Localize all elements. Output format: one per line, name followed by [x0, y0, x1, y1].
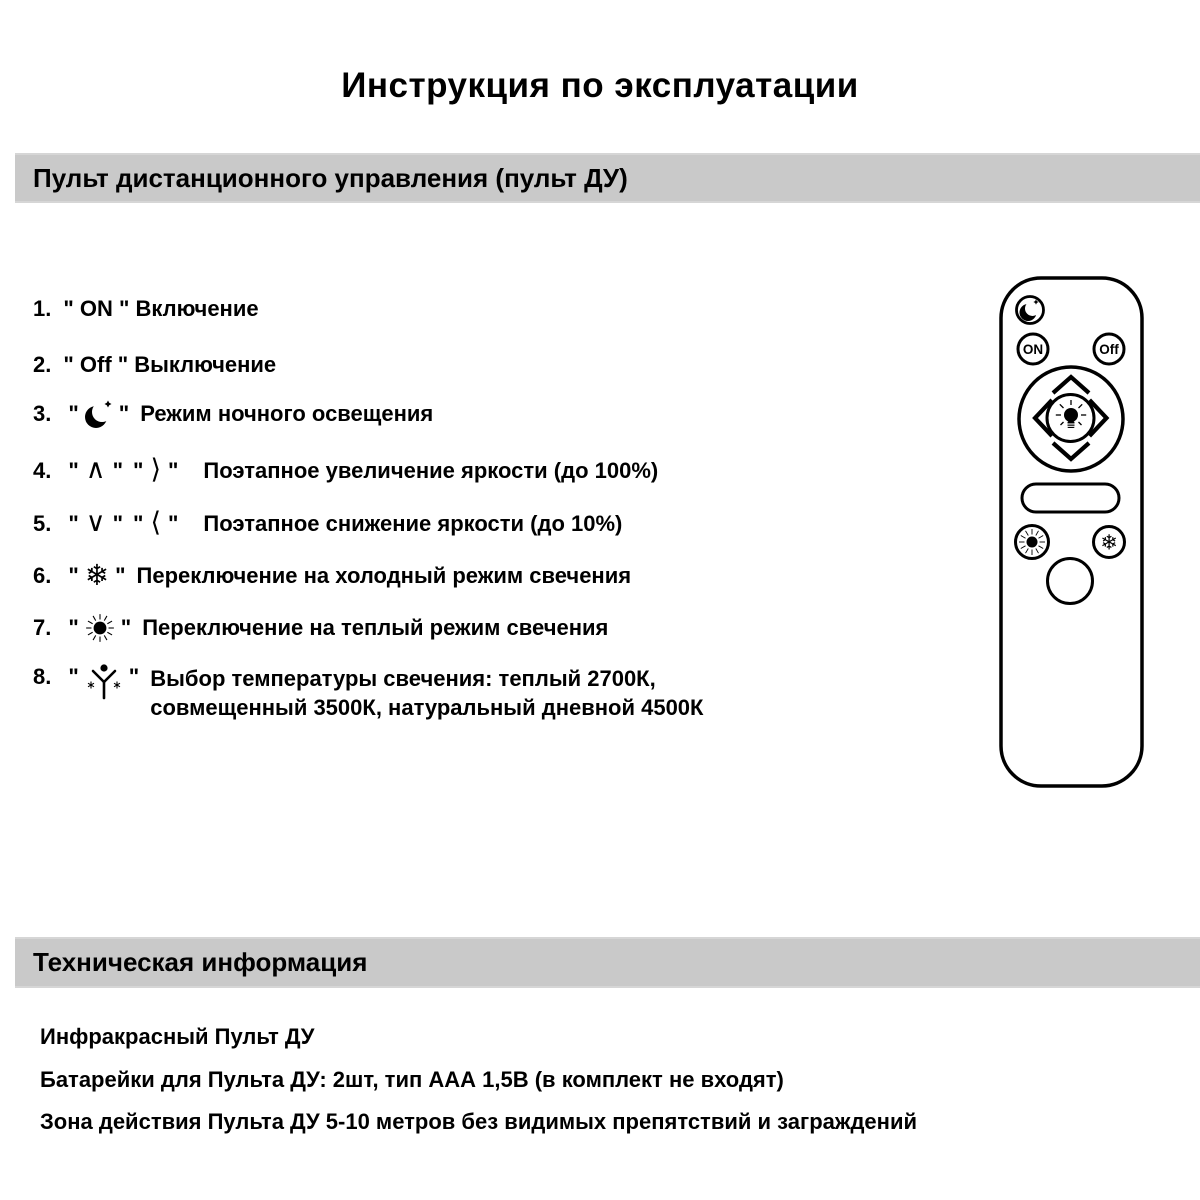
quote-mark: "	[167, 510, 179, 536]
quote-mark: "	[133, 457, 144, 483]
item-text: Режим ночного освещения	[140, 401, 434, 426]
item-number: 4.	[33, 457, 52, 483]
item-text: Выключение	[134, 352, 277, 377]
quote-mark: "	[120, 615, 132, 640]
section-header-tech	[15, 937, 1200, 988]
remote-warm-mode-button	[1016, 526, 1049, 559]
section-header-tech-label: Техническая информация	[33, 947, 368, 977]
quote-mark: "	[115, 563, 126, 588]
remote-off-button	[1094, 334, 1124, 364]
dpad-down-arrow-icon	[1053, 443, 1089, 459]
instruction-item-7	[33, 612, 608, 644]
quote-mark: "	[68, 664, 79, 689]
quote-mark: "	[133, 510, 144, 536]
remote-on-button	[1018, 334, 1048, 364]
quote-mark: "	[167, 457, 179, 483]
remote-dpad	[1019, 367, 1123, 471]
dpad-right-arrow-icon	[1090, 400, 1107, 436]
item-number: 7.	[33, 615, 52, 640]
quote-mark: "	[112, 510, 123, 536]
tech-info-line: Инфракрасный Пульт ДУ	[40, 1024, 315, 1049]
quote-mark: "	[118, 401, 130, 426]
instruction-item-1	[33, 296, 259, 322]
on-button-reference: " ON "	[63, 296, 130, 321]
quote-mark: "	[68, 401, 79, 426]
item-number: 8.	[33, 664, 52, 689]
snowflake-icon: ❄	[1100, 530, 1118, 555]
chevron-right-icon: ⟩	[150, 454, 161, 484]
remote-control-illustration	[997, 272, 1149, 794]
dpad-up-arrow-icon	[1053, 377, 1089, 393]
item-text: Поэтапное снижение яркости (до 10%)	[203, 510, 623, 536]
tech-info-line: Батарейки для Пульта ДУ: 2шт, тип ААА 1,5В (в комплект не входят)	[40, 1067, 784, 1092]
svg-text:ON: ON	[1022, 342, 1044, 357]
item-text	[150, 664, 703, 722]
quote-mark: "	[68, 615, 79, 640]
quote-mark: "	[112, 457, 123, 483]
item-text-line1: Выбор температуры свечения: теплый 2700К,	[150, 666, 656, 691]
quote-mark: "	[128, 664, 140, 689]
chevron-up-icon: ∧	[85, 454, 106, 484]
remote-cold-mode-button	[1094, 527, 1125, 558]
chevron-down-icon: ∨	[85, 507, 106, 537]
instruction-item-4	[33, 455, 658, 486]
item-text: Поэтапное увеличение яркости (до 100%)	[203, 457, 659, 483]
item-text-line2: совмещенный 3500К, натуральный дневной 4500К	[150, 695, 704, 720]
page-title: Инструкция по эксплуатации	[341, 66, 859, 105]
quote-mark: "	[68, 563, 79, 588]
remote-pill-button	[1022, 484, 1119, 512]
item-number: 2.	[33, 352, 52, 377]
svg-text:Off: Off	[1099, 342, 1119, 357]
off-button-reference: " Off "	[63, 352, 129, 377]
moon-night-mode-icon	[84, 397, 114, 431]
item-text: Переключение на холодный режим свечения	[136, 563, 632, 588]
instruction-item-8	[33, 664, 703, 722]
item-text: Переключение на теплый режим свечения	[142, 615, 609, 640]
instruction-item-6	[33, 559, 631, 593]
chevron-left-icon: ⟨	[150, 507, 161, 537]
tech-info-line: Зона действия Пульта ДУ 5-10 метров без видимых препятствий и заграждений	[40, 1109, 918, 1134]
item-text: Включение	[135, 296, 259, 321]
item-number: 6.	[33, 563, 52, 588]
snowflake-cold-mode-icon: ❄	[84, 558, 110, 592]
remote-bottom-button	[1048, 559, 1093, 604]
quote-mark: "	[68, 457, 79, 483]
section-header-remote-label: Пульт дистанционного управления (пульт ДУ)	[33, 162, 628, 193]
dpad-left-arrow-icon	[1035, 400, 1052, 436]
quote-mark: "	[68, 510, 79, 536]
item-number: 5.	[33, 510, 52, 536]
item-number: 3.	[33, 401, 52, 426]
light-bulb-icon	[1056, 400, 1086, 428]
instruction-item-5	[33, 508, 622, 539]
temperature-select-icon	[84, 661, 124, 701]
section-header-remote	[15, 153, 1200, 203]
remote-night-mode-button	[1017, 297, 1044, 324]
instruction-item-3	[33, 397, 433, 431]
sun-warm-mode-icon	[84, 612, 116, 644]
item-number: 1.	[33, 296, 52, 321]
instruction-item-2	[33, 352, 276, 378]
